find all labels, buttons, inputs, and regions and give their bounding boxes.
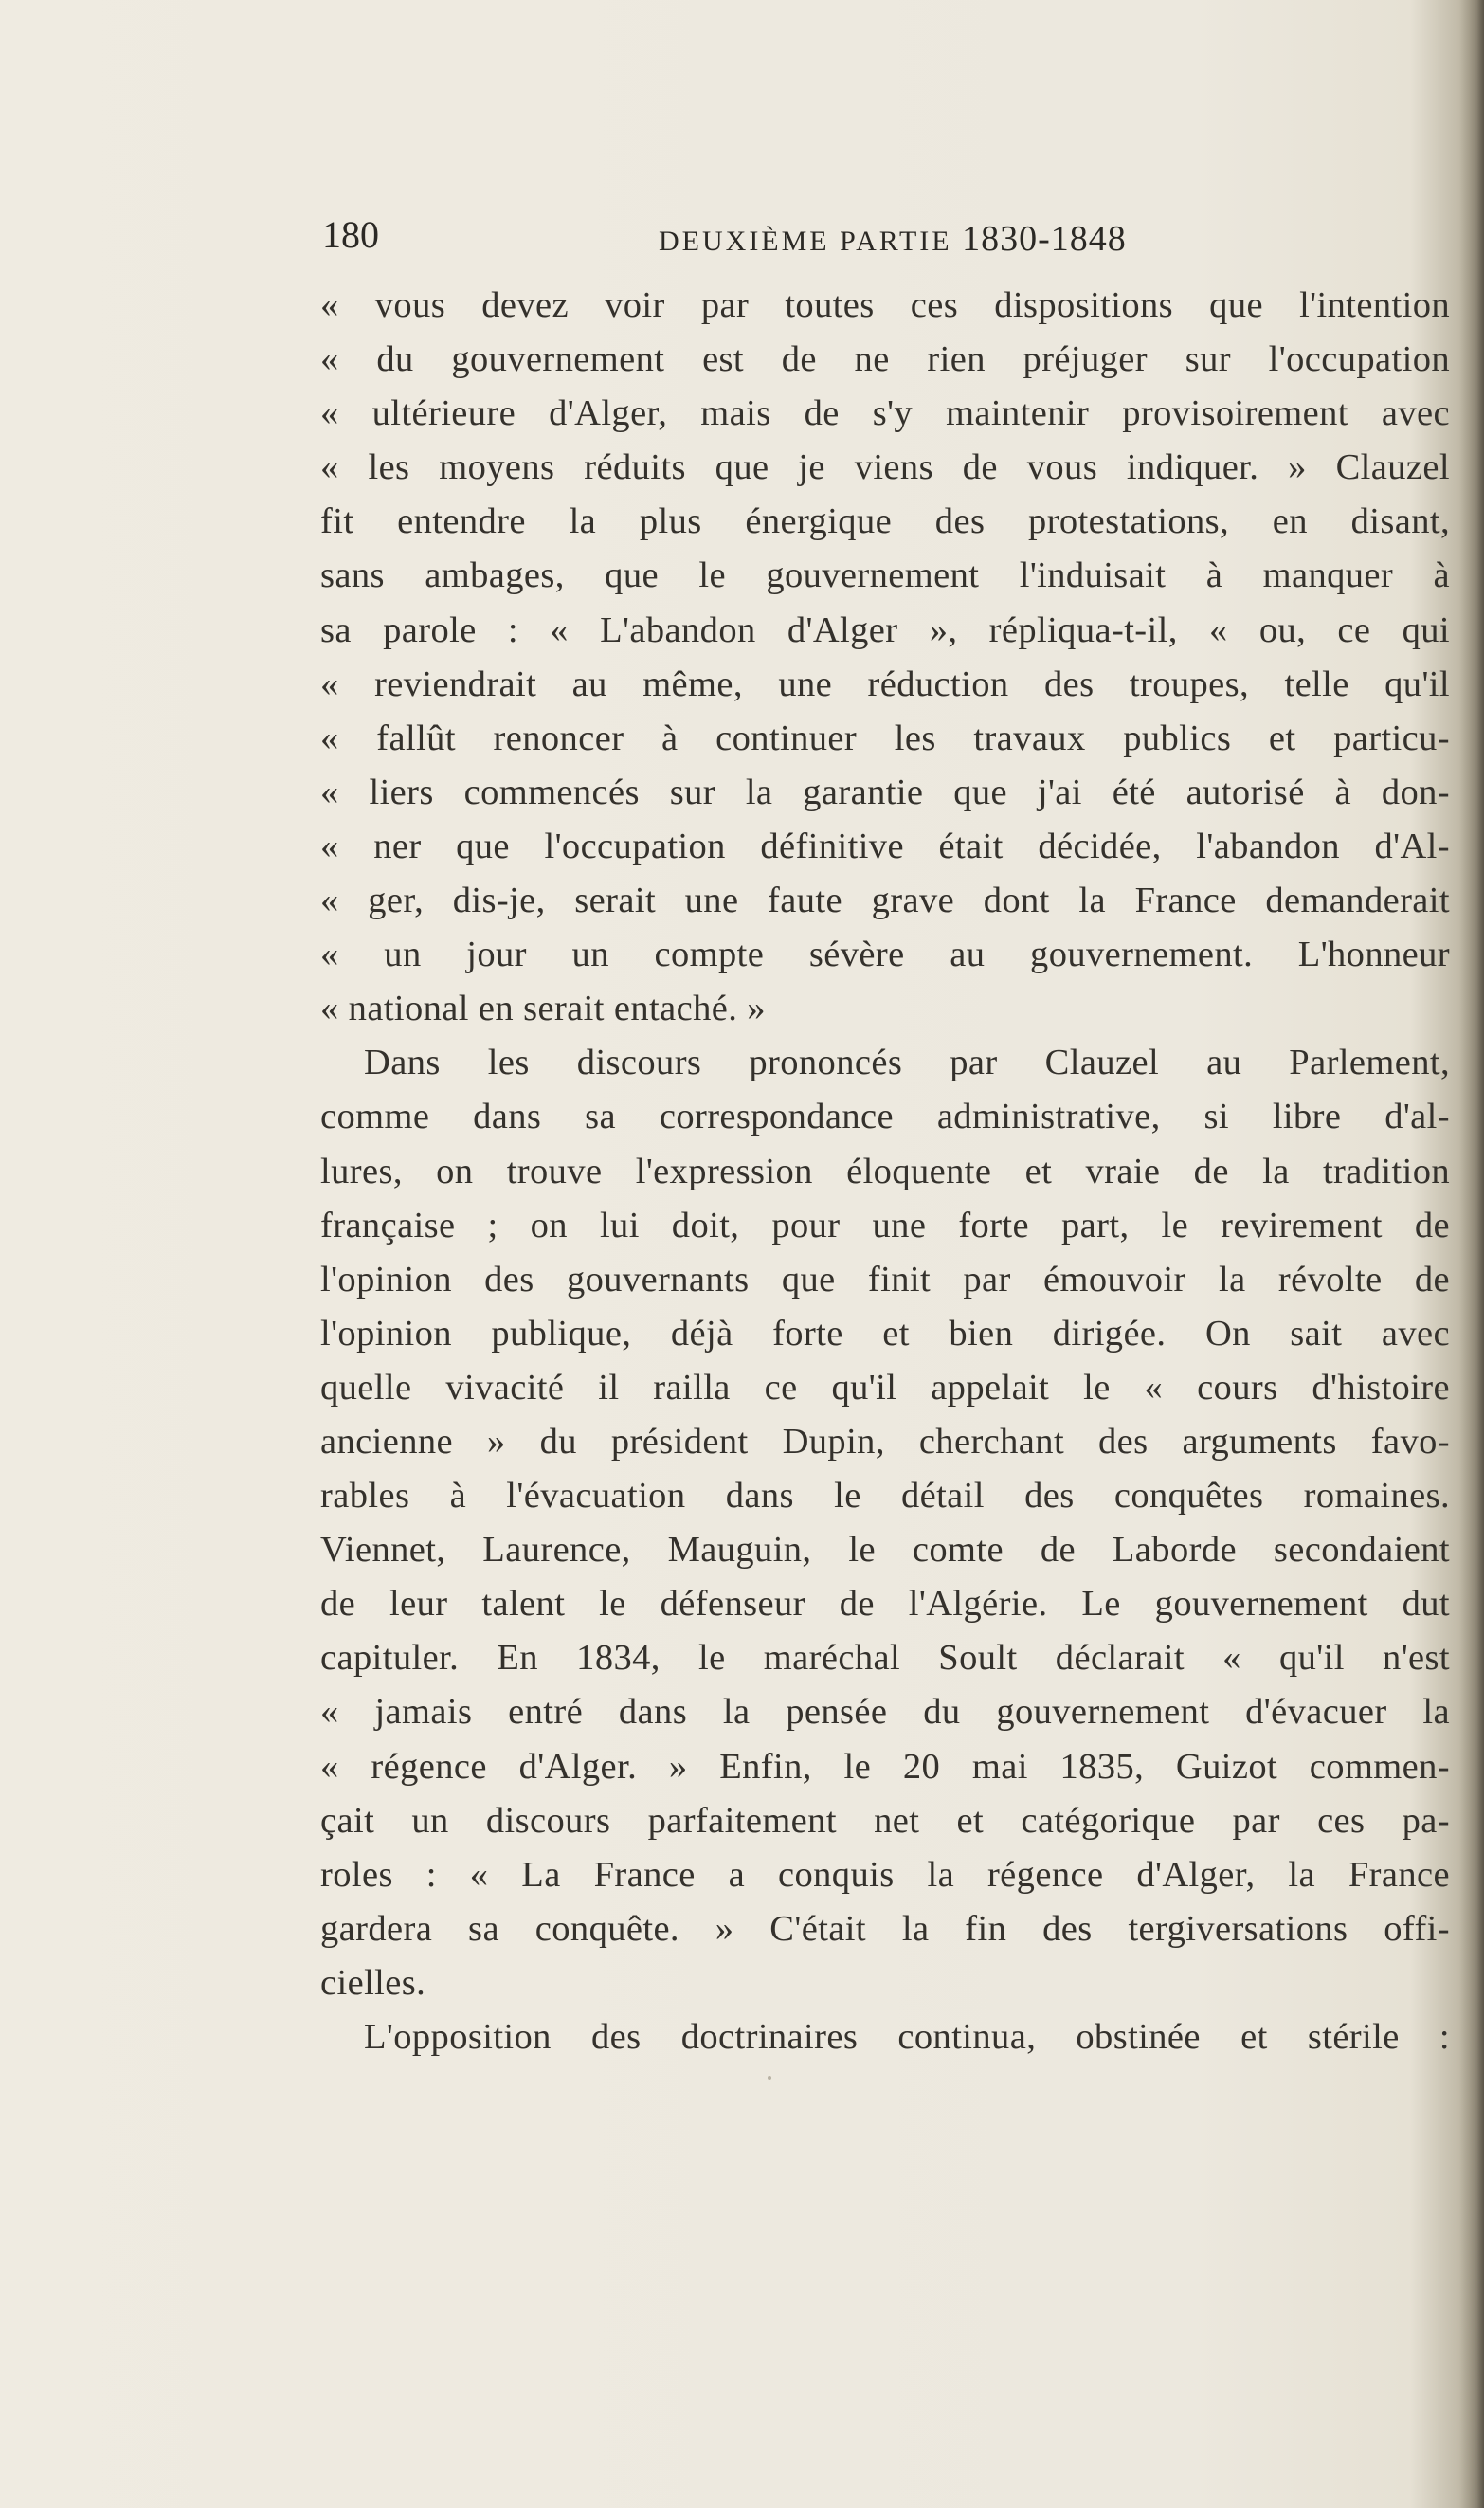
- text-line: « un jour un compte sévère au gouvernement. L'honneur: [320, 935, 1450, 975]
- text-line: « vous devez voir par toutes ces dispositions que l'intention: [320, 285, 1450, 325]
- paragraph-start-line: L'opposition des doctrinaires continua, obstinée et stérile :: [364, 2017, 1450, 2057]
- text-line: « régence d'Alger. » Enfin, le 20 mai 1835, Guizot commen-: [320, 1746, 1450, 1787]
- page-number: 180: [322, 213, 379, 256]
- text-line: « national en serait entaché. »: [320, 989, 766, 1029]
- text-line: cielles.: [320, 1962, 426, 2003]
- text-line: roles : « La France a conquis la régence d'Alger, la France: [320, 1854, 1450, 1895]
- text-line: Viennet, Laurence, Mauguin, le comte de Laborde secondaient: [320, 1530, 1450, 1571]
- running-head-title: DEUXIÈME PARTIE: [659, 226, 952, 257]
- text-line: gardera sa conquête. » C'était la fin des tergiversations offi-: [320, 1908, 1450, 1949]
- text-line: « du gouvernement est de ne rien préjuger sur l'occupation: [320, 339, 1450, 380]
- text-line: lures, on trouve l'expression éloquente et vraie de la tradition: [320, 1151, 1450, 1191]
- text-line: « ner que l'occupation définitive était décidée, l'abandon d'Al-: [320, 826, 1450, 866]
- text-line: ancienne » du président Dupin, cherchant des arguments favo-: [320, 1421, 1450, 1462]
- text-line: fit entendre la plus énergique des protestations, en disant,: [320, 501, 1450, 542]
- text-line: « jamais entré dans la pensée du gouvernement d'évacuer la: [320, 1692, 1450, 1733]
- text-line: rables à l'évacuation dans le détail des conquêtes romaines.: [320, 1476, 1450, 1517]
- text-line: « les moyens réduits que je viens de vous indiquer. » Clauzel: [320, 447, 1450, 488]
- text-line: de leur talent le défenseur de l'Algérie. Le gouvernement dut: [320, 1584, 1450, 1625]
- text-line: quelle vivacité il railla ce qu'il appelait le « cours d'histoire: [320, 1367, 1450, 1408]
- text-line: « liers commencés sur la garantie que j'ai été autorisé à don-: [320, 772, 1450, 812]
- text-line: « fallût renoncer à continuer les travaux publics et particu-: [320, 718, 1450, 758]
- running-head: [659, 218, 1127, 260]
- text-line: sans ambages, que le gouvernement l'induisait à manquer à: [320, 555, 1450, 596]
- text-line: l'opinion publique, déjà forte et bien dirigée. On sait avec: [320, 1313, 1450, 1354]
- paragraph-start-line: Dans les discours prononcés par Clauzel au Parlement,: [364, 1043, 1450, 1083]
- text-line: l'opinion des gouvernants que finit par émouvoir la révolte de: [320, 1259, 1450, 1299]
- page-edge-shadow: [1459, 0, 1484, 2508]
- page-header: [322, 212, 1459, 269]
- text-line: comme dans sa correspondance administrative, si libre d'al-: [320, 1097, 1450, 1137]
- text-line: çait un discours parfaitement net et catégorique par ces pa-: [320, 1800, 1450, 1841]
- text-line: capituler. En 1834, le maréchal Soult déclarait « qu'il n'est: [320, 1638, 1450, 1679]
- text-line: sa parole : « L'abandon d'Alger », répliqua-t-il, « ou, ce qui: [320, 609, 1450, 650]
- text-line: « reviendrait au même, une réduction des troupes, telle qu'il: [320, 663, 1450, 704]
- paper-speck: [768, 2076, 771, 2080]
- running-head-years: 1830-1848: [962, 219, 1127, 259]
- text-line: « ger, dis-je, serait une faute grave dont la France demanderait: [320, 881, 1450, 921]
- text-line: française ; on lui doit, pour une forte part, le revirement de: [320, 1205, 1450, 1245]
- body-text: [320, 279, 1450, 2064]
- text-line: « ultérieure d'Alger, mais de s'y maintenir provisoirement avec: [320, 393, 1450, 434]
